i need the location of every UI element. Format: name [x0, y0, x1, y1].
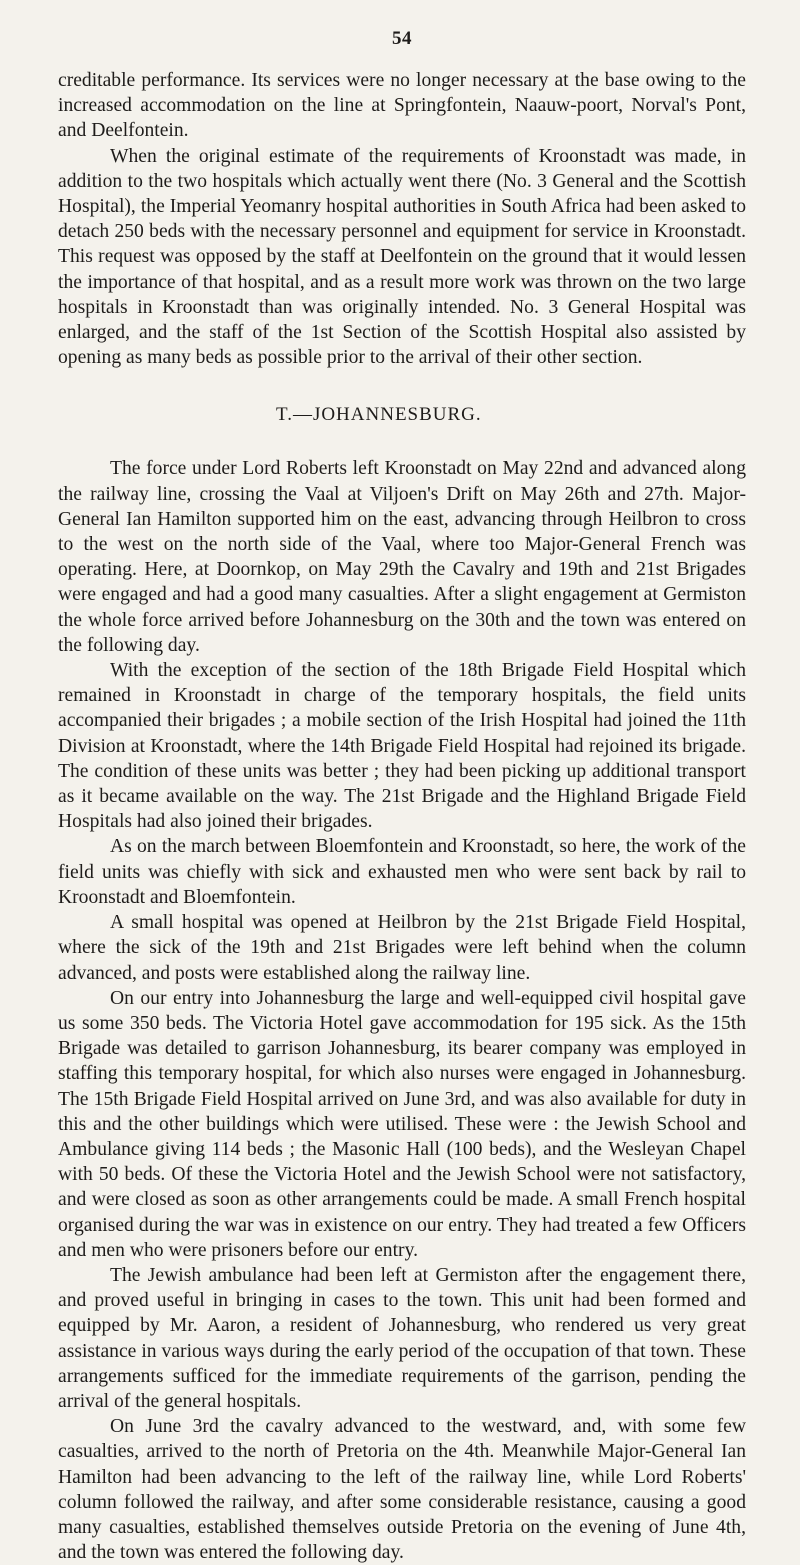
body-text-after [58, 456, 746, 1565]
paragraph: The force under Lord Roberts left Kroonstadt on May 22nd and advanced along the railway line, crossing the Vaal at Viljoen's Drift on May 26th and 27th. Major-General Ian Hamilton supported him on the east, advancing through Heilbron to cross to the west on the north side of the Vaal, where too Major-General French was operating. Here, at Doornkop, on May 29th the Cavalry and 19th and 21st Brigades were engaged and had a good many casualties. After a slight engagement at Germiston the whole force arrived before Johannesburg on the 30th and the town was entered on the following day. [58, 458, 746, 656]
paragraph: creditable performance. Its services were no longer necessary at the base owing to the increased accommodation on the line at Springfontein, Naauw-poort, Norval's Pont, and Deelfontein. [58, 70, 746, 142]
paragraph: On our entry into Johannesburg the large and well-equipped civil hospital gave us some 350 beds. The Victoria Hotel gave accommodation for 195 sick. As the 15th Brigade was detailed to garrison Johannesburg, its bearer company was employed in staffing this temporary hospital, for which also nurses were engaged in Johannesburg. The 15th Brigade Field Hospital arrived on June 3rd, and was also available for duty in this and the other buildings which were utilised. These were : the Jewish School and Ambulance giving 114 beds ; the Masonic Hall (100 beds), and the Wesleyan Chapel with 50 beds. Of these the Victoria Hotel and the Jewish School were not satisfactory, and were closed as soon as other arrangements could be made. A small French hospital organised during the war was in existence on our entry. They had treated a few Officers and men who were prisoners before our entry. [58, 987, 746, 1261]
paragraph: The Jewish ambulance had been left at Germiston after the engagement there, and proved useful in bringing in cases to the town. This unit had been formed and equipped by Mr. Aaron, a resident of Johannesburg, who rendered us very great assistance in various ways during the early period of the occupation of that town. These arrangements sufficed for the immediate requirements of the garrison, pending the arrival of the general hospitals. [58, 1264, 746, 1412]
page-number: 54 [392, 28, 412, 49]
paragraph: On June 3rd the cavalry advanced to the westward, and, with some few casualties, arrived to the north of Pretoria on the 4th. Meanwhile Major-General Ian Hamilton had been advancing to the left of the railway line, while Lord Roberts' column followed the railway, and after some considerable resistance, causing a good many casualties, established themselves outside Pretoria on the evening of June 4th, and the town was entered the following day. [58, 1416, 746, 1564]
paragraph: A small hospital was opened at Heilbron by the 21st Brigade Field Hospital, where the sick of the 19th and 21st Brigades were left behind when the column advanced, and posts were established along the railway line. [58, 912, 746, 984]
paragraph: When the original estimate of the requirements of Kroonstadt was made, in addition to the two hospitals which actually went there (No. 3 General and the Scottish Hospital), the Imperial Yeomanry hospital authorities in South Africa had been asked to detach 250 beds with the necessary personnel and equipment for service in Kroonstadt. This request was opposed by the staff at Deelfontein on the ground that it would lessen the importance of that hospital, and as a result more work was thrown on the two large hospitals in Kroonstadt than was originally intended. No. 3 General Hospital was enlarged, and the staff of the 1st Section of the Scottish Hospital also assisted by opening as many beds as possible prior to the arrival of their other section. [58, 145, 746, 369]
paragraph: With the exception of the section of the 18th Brigade Field Hospital which remained in Kroonstadt in charge of the temporary hospitals, the field units accompanied their brigades ; a mobile section of the Irish Hospital had joined the 11th Division at Kroonstadt, where the 14th Brigade Field Hospital had rejoined its brigade. The condition of these units was better ; they had been picking up additional transport as it became available on the way. The 21st Brigade and the Highland Brigade Field Hospitals had also joined their brigades. [58, 660, 746, 833]
paragraph: As on the march between Bloemfontein and Kroonstadt, so here, the work of the field units was chiefly with sick and exhausted men who were sent back by rail to Kroonstadt and Bloemfontein. [58, 836, 746, 908]
section-heading: T.—JOHANNESBURG. [276, 404, 482, 426]
body-text-before [58, 68, 746, 370]
